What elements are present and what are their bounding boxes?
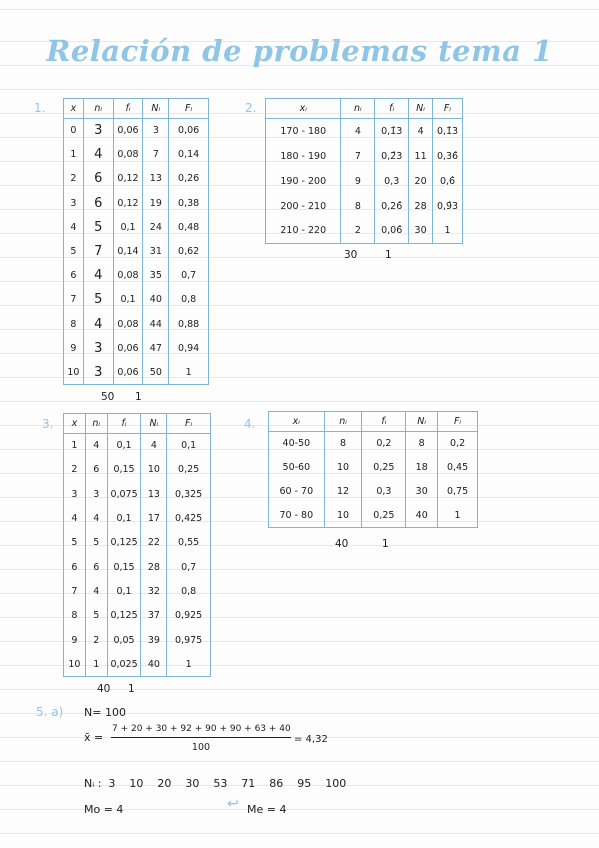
table-cell: 40 — [406, 504, 438, 528]
table-cell: 6 — [85, 458, 107, 482]
table-cell: 190 - 200 — [266, 169, 341, 194]
table-cell: 0,6̂ — [433, 169, 463, 194]
table-cell: 50-60 — [269, 456, 325, 480]
table-cell: 0,2 — [362, 432, 406, 456]
problem-3-number: 3. — [42, 417, 54, 431]
problem-1-total-n: 50 — [101, 391, 115, 403]
table-cell: 0,12 — [113, 167, 143, 191]
table-cell: 0,9̂3 — [433, 194, 463, 219]
table-cell: 37 — [141, 604, 167, 628]
problem-2-total-f: 1 — [385, 249, 392, 261]
column-header: fᵢ — [362, 412, 406, 432]
problem-2-total-n: 30 — [344, 249, 358, 261]
table-row — [64, 191, 209, 215]
median-result: Me = 4 — [247, 803, 287, 816]
table-row — [64, 652, 211, 676]
table-cell: 0,06̂ — [375, 219, 409, 244]
table-cell: 40 — [141, 652, 167, 676]
table-cell: 30 — [409, 219, 433, 244]
table-cell: 0,26̂ — [375, 194, 409, 219]
table-row — [64, 119, 209, 143]
column-header: nᵢ — [83, 99, 113, 119]
table-cell: 4 — [64, 506, 86, 530]
table-cell: 7 — [64, 288, 84, 312]
column-header: fᵢ — [107, 414, 141, 434]
column-header: Nᵢ — [143, 99, 169, 119]
table-cell: 4 — [409, 119, 433, 144]
column-header: Fᵢ — [438, 412, 478, 432]
table-cell: 0,08 — [113, 264, 143, 288]
table-cell: 50 — [143, 360, 169, 384]
table-cell: 0,48 — [169, 215, 209, 239]
table-row — [64, 215, 209, 239]
table-cell: 0,125 — [107, 604, 141, 628]
problem-5-label: 5. a) — [36, 705, 64, 719]
table-cell: 8 — [324, 432, 362, 456]
table-row — [64, 239, 209, 263]
table-cell: 0,2 — [438, 432, 478, 456]
problem-4-total-f: 1 — [382, 538, 389, 550]
table-cell: 31 — [143, 239, 169, 263]
table-cell: 0,1 — [107, 434, 141, 458]
table-cell: 170 - 180 — [266, 119, 341, 144]
table-cell: 0,7 — [167, 555, 211, 579]
table-cell: 0,05 — [107, 628, 141, 652]
table-cell: 12 — [324, 480, 362, 504]
table-cell: 10 — [141, 458, 167, 482]
table-cell: 1 — [64, 434, 86, 458]
table-cell: 3 — [85, 482, 107, 506]
table-cell: 2 — [85, 628, 107, 652]
column-header: Nᵢ — [409, 99, 433, 119]
table-cell: 60 - 70 — [269, 480, 325, 504]
table-row — [64, 336, 209, 360]
table-cell: 2 — [64, 167, 84, 191]
table-cell: 39 — [141, 628, 167, 652]
table-cell: 0,8 — [169, 288, 209, 312]
table-cell: 0,06 — [113, 360, 143, 384]
page-title: Relación de problemas tema 1 — [46, 34, 553, 68]
table-row — [269, 504, 478, 528]
table-cell: 10 — [64, 360, 84, 384]
table-cell: 0,3 — [362, 480, 406, 504]
table-cell: 10 — [324, 504, 362, 528]
table-cell: 35 — [143, 264, 169, 288]
table-cell: 0,925 — [167, 604, 211, 628]
table-row — [64, 434, 211, 458]
table-cell: 0,8 — [167, 579, 211, 603]
table-cell: 0,7 — [169, 264, 209, 288]
table-cell: 0,08 — [113, 312, 143, 336]
table-cell: 0,88 — [169, 312, 209, 336]
mean-numerator: 7 + 20 + 30 + 92 + 90 + 90 + 63 + 40 — [112, 724, 291, 734]
column-header: Fᵢ — [169, 99, 209, 119]
problem-3-total-f: 1 — [128, 683, 135, 695]
problem-3-table — [63, 413, 211, 677]
table-cell: 0,38 — [169, 191, 209, 215]
table-cell: 10 — [324, 456, 362, 480]
table-cell: 0,1 — [113, 215, 143, 239]
table-cell: 9 — [64, 336, 84, 360]
table-row — [64, 506, 211, 530]
column-header: Nᵢ — [406, 412, 438, 432]
table-cell: 0,1 — [107, 579, 141, 603]
table-row — [64, 579, 211, 603]
problem-1-total-f: 1 — [135, 391, 142, 403]
table-cell: 0,45 — [438, 456, 478, 480]
column-header: Nᵢ — [141, 414, 167, 434]
table-cell: 0,425 — [167, 506, 211, 530]
table-cell: 0,14 — [169, 143, 209, 167]
table-cell: 2 — [64, 458, 86, 482]
table-cell: 11 — [409, 144, 433, 169]
table-cell: 18 — [406, 456, 438, 480]
table-cell: 4 — [64, 215, 84, 239]
table-cell: 7 — [143, 143, 169, 167]
table-cell: 0,62 — [169, 239, 209, 263]
table-cell: 0,325 — [167, 482, 211, 506]
table-cell: 0,975 — [167, 628, 211, 652]
table-cell: 0,26 — [169, 167, 209, 191]
mode-result: Mo = 4 — [84, 803, 124, 816]
table-cell: 5 — [85, 531, 107, 555]
table-cell: 40-50 — [269, 432, 325, 456]
table-cell: 9 — [341, 169, 375, 194]
table-cell: 2 — [341, 219, 375, 244]
table-row — [64, 312, 209, 336]
table-cell: 47 — [143, 336, 169, 360]
table-cell: 6 — [64, 264, 84, 288]
problem-4-number: 4. — [244, 417, 256, 431]
table-cell: 3 — [83, 119, 113, 143]
table-cell: 22 — [141, 531, 167, 555]
column-header: nᵢ — [324, 412, 362, 432]
table-row — [266, 119, 463, 144]
table-cell: 6 — [83, 191, 113, 215]
table-cell: 8 — [64, 312, 84, 336]
column-header: Fᵢ — [167, 414, 211, 434]
problem-4-total-n: 40 — [335, 538, 349, 550]
table-cell: 28 — [141, 555, 167, 579]
median-arrow-icon: ↩ — [227, 796, 239, 812]
table-cell: 4 — [83, 264, 113, 288]
table-row — [64, 167, 209, 191]
fraction-bar — [111, 737, 291, 738]
table-cell: 40 — [143, 288, 169, 312]
table-cell: 1 — [64, 143, 84, 167]
table-cell: 13 — [141, 482, 167, 506]
table-cell: 8 — [64, 604, 86, 628]
table-cell: 0,25 — [362, 504, 406, 528]
table-cell: 0,12 — [113, 191, 143, 215]
table-cell: 0,075 — [107, 482, 141, 506]
total-count-line: N= 100 — [84, 706, 126, 719]
table-cell: 180 - 190 — [266, 144, 341, 169]
column-header: x — [64, 99, 84, 119]
mean-result: = 4,32 — [294, 734, 328, 745]
table-cell: 28 — [409, 194, 433, 219]
table-cell: 0,1 — [113, 288, 143, 312]
table-cell: 0,1̂3 — [433, 119, 463, 144]
table-row — [266, 169, 463, 194]
table-cell: 8 — [341, 194, 375, 219]
table-cell: 0,06 — [113, 119, 143, 143]
table-cell: 0,08 — [113, 143, 143, 167]
table-cell: 13 — [143, 167, 169, 191]
table-row — [64, 360, 209, 384]
table-cell: 7 — [64, 579, 86, 603]
table-cell: 0,3 — [375, 169, 409, 194]
table-row — [64, 604, 211, 628]
column-header: nᵢ — [85, 414, 107, 434]
table-cell: 0,2̂3 — [375, 144, 409, 169]
table-cell: 4 — [83, 143, 113, 167]
table-cell: 0,25 — [362, 456, 406, 480]
column-header: nᵢ — [341, 99, 375, 119]
column-header: fᵢ — [113, 99, 143, 119]
column-header: Fᵢ — [433, 99, 463, 119]
table-row — [269, 456, 478, 480]
table-cell: 5 — [83, 288, 113, 312]
table-cell: 24 — [143, 215, 169, 239]
column-header: xᵢ — [266, 99, 341, 119]
table-cell: 0,36̂ — [433, 144, 463, 169]
column-header: fᵢ — [375, 99, 409, 119]
problem-2-table — [265, 98, 463, 244]
table-cell: 4 — [85, 434, 107, 458]
table-cell: 30 — [406, 480, 438, 504]
table-cell: 44 — [143, 312, 169, 336]
table-cell: 8 — [406, 432, 438, 456]
column-header: x — [64, 414, 86, 434]
table-row — [64, 555, 211, 579]
table-row — [64, 482, 211, 506]
table-cell: 0,94 — [169, 336, 209, 360]
table-cell: 19 — [143, 191, 169, 215]
table-cell: 4 — [341, 119, 375, 144]
table-cell: 9 — [64, 628, 86, 652]
table-cell: 0,14 — [113, 239, 143, 263]
table-cell: 1 — [169, 360, 209, 384]
table-cell: 6 — [85, 555, 107, 579]
table-cell: 0,1̂3 — [375, 119, 409, 144]
table-cell: 70 - 80 — [269, 504, 325, 528]
table-cell: 0,55 — [167, 531, 211, 555]
table-cell: 4 — [83, 312, 113, 336]
table-cell: 3 — [143, 119, 169, 143]
table-cell: 10 — [64, 652, 86, 676]
table-cell: 6 — [83, 167, 113, 191]
table-cell: 5 — [85, 604, 107, 628]
table-cell: 6 — [64, 555, 86, 579]
table-cell: 3 — [83, 336, 113, 360]
table-cell: 3 — [64, 482, 86, 506]
table-row — [266, 194, 463, 219]
table-cell: 0,025 — [107, 652, 141, 676]
table-cell: 4 — [85, 506, 107, 530]
table-row — [64, 143, 209, 167]
table-cell: 3 — [64, 191, 84, 215]
table-cell: 3 — [83, 360, 113, 384]
table-cell: 32 — [141, 579, 167, 603]
table-cell: 0,06 — [169, 119, 209, 143]
table-cell: 0 — [64, 119, 84, 143]
table-row — [269, 480, 478, 504]
table-cell: 0,06 — [113, 336, 143, 360]
table-row — [269, 432, 478, 456]
table-cell: 17 — [141, 506, 167, 530]
problem-1-number: 1. — [34, 101, 46, 115]
problem-1-table — [63, 98, 209, 385]
table-cell: 200 - 210 — [266, 194, 341, 219]
table-row — [64, 264, 209, 288]
mean-denominator: 100 — [191, 742, 211, 753]
table-cell: 5 — [64, 239, 84, 263]
table-cell: 210 - 220 — [266, 219, 341, 244]
table-cell: 4 — [85, 579, 107, 603]
table-cell: 4 — [141, 434, 167, 458]
table-row — [266, 144, 463, 169]
table-row — [64, 288, 209, 312]
table-row — [64, 458, 211, 482]
table-cell: 0,15 — [107, 458, 141, 482]
table-cell: 1 — [433, 219, 463, 244]
table-cell: 0,125 — [107, 531, 141, 555]
table-cell: 1 — [438, 504, 478, 528]
table-cell: 0,15 — [107, 555, 141, 579]
table-cell: 1 — [85, 652, 107, 676]
table-cell: 20 — [409, 169, 433, 194]
mean-symbol: x̄ = — [84, 731, 104, 744]
table-cell: 0,75 — [438, 480, 478, 504]
table-cell: 0,25 — [167, 458, 211, 482]
problem-4-table — [268, 411, 478, 528]
table-cell: 1 — [167, 652, 211, 676]
table-cell: 7 — [83, 239, 113, 263]
table-row — [64, 628, 211, 652]
problem-3-total-n: 40 — [97, 683, 111, 695]
table-cell: 7 — [341, 144, 375, 169]
table-cell: 0,1 — [107, 506, 141, 530]
problem-2-number: 2. — [245, 101, 257, 115]
column-header: xᵢ — [269, 412, 325, 432]
table-cell: 0,1 — [167, 434, 211, 458]
table-cell: 5 — [83, 215, 113, 239]
cumulative-frequencies: Nᵢ : 3 10 20 30 53 71 86 95 100 — [84, 777, 347, 790]
table-cell: 5 — [64, 531, 86, 555]
table-row — [266, 219, 463, 244]
table-row — [64, 531, 211, 555]
